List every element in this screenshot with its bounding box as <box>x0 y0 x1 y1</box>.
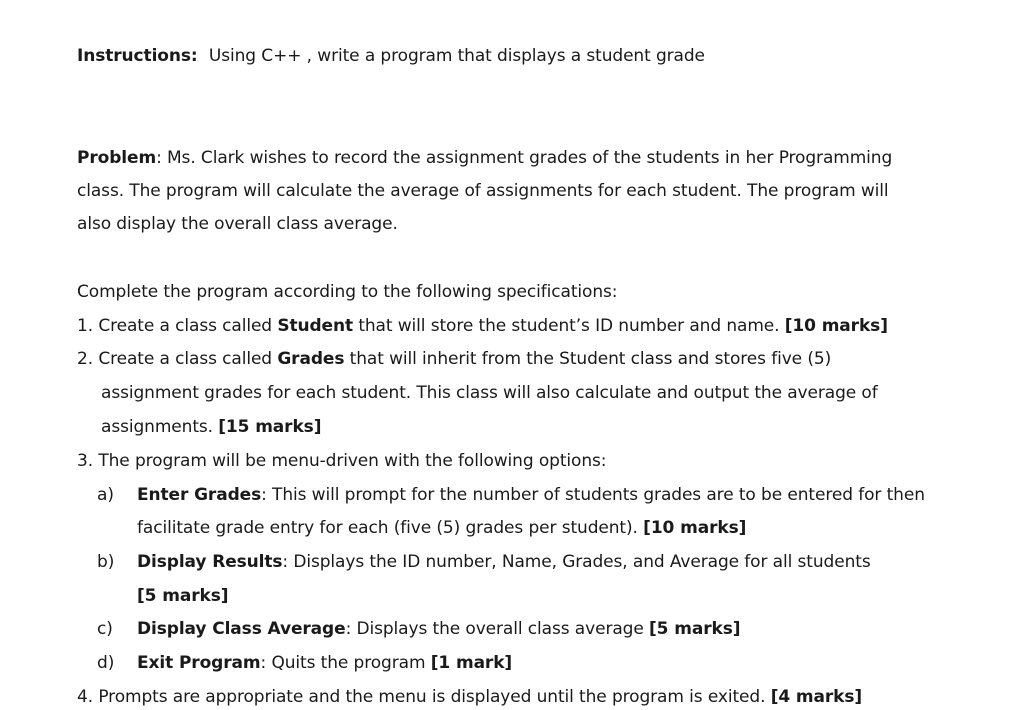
option-a-marks: [10 marks] <box>643 518 747 538</box>
problem-line-1 <box>77 147 892 169</box>
option-d-marks: [1 mark] <box>430 653 513 673</box>
option-d-title: Exit Program <box>137 653 261 673</box>
problem-line-1-text: : Ms. Clark wishes to record the assignment grades of the students in her Programming <box>156 148 893 168</box>
specs-intro: Complete the program according to the following specifications: <box>77 282 618 302</box>
spec-item-3: 3. The program will be menu-driven with the following options: <box>77 451 607 471</box>
spec-item-4 <box>77 686 862 708</box>
option-a-line-2 <box>137 517 746 539</box>
option-b-marks: [5 marks] <box>137 586 229 606</box>
option-c-text: : Displays the overall class average <box>345 619 650 639</box>
spec-item-2-class-name: Grades <box>277 349 345 369</box>
spec-item-2-pre: 2. Create a class called <box>77 349 278 369</box>
spec-item-1-class-name: Student <box>277 316 354 336</box>
option-d-label: d) <box>97 653 115 673</box>
spec-item-4-text: 4. Prompts are appropriate and the menu is displayed until the program is exited. <box>77 687 771 707</box>
option-c-title: Display Class Average <box>137 619 346 639</box>
problem-line-3: also display the overall class average. <box>77 214 398 234</box>
spec-item-2-line-3 <box>101 416 321 438</box>
option-b <box>137 551 871 573</box>
spec-item-1-marks: [10 marks] <box>784 316 888 336</box>
spec-item-1 <box>77 315 888 337</box>
option-c-label: c) <box>97 619 113 639</box>
option-c <box>137 618 740 640</box>
spec-item-2-line-2: assignment grades for each student. This class will also calculate and output the average of <box>101 383 878 403</box>
option-b-label: b) <box>97 552 115 572</box>
instructions-line <box>77 45 705 67</box>
option-a <box>137 484 925 506</box>
spec-item-4-marks: [4 marks] <box>770 687 863 707</box>
option-d-text: : Quits the program <box>260 653 431 673</box>
option-a-text: : This will prompt for the number of students grades are to be entered for then <box>261 485 925 505</box>
spec-item-1-post: that will store the student’s ID number and name. <box>353 316 785 336</box>
spec-item-1-pre: 1. Create a class called <box>77 316 278 336</box>
option-a-title: Enter Grades <box>137 485 262 505</box>
option-c-marks: [5 marks] <box>649 619 741 639</box>
option-a-line-2-text: facilitate grade entry for each (five (5) grades per student). <box>137 518 644 538</box>
instructions-text: Using C++ , write a program that displays a student grade <box>208 46 705 66</box>
option-d <box>137 652 512 674</box>
spec-item-2-line-3-text: assignments. <box>101 417 219 437</box>
problem-line-2: class. The program will calculate the average of assignments for each student. The program will <box>77 181 889 201</box>
option-a-label: a) <box>97 485 114 505</box>
spec-item-2 <box>77 348 831 370</box>
instructions-label: Instructions: <box>77 46 198 66</box>
problem-label: Problem <box>77 148 157 168</box>
spec-item-2-post: that will inherit from the Student class and stores five (5) <box>344 349 832 369</box>
option-b-text: : Displays the ID number, Name, Grades, and Average for all students <box>282 552 871 572</box>
spec-item-2-marks: [15 marks] <box>218 417 322 437</box>
option-b-title: Display Results <box>137 552 283 572</box>
